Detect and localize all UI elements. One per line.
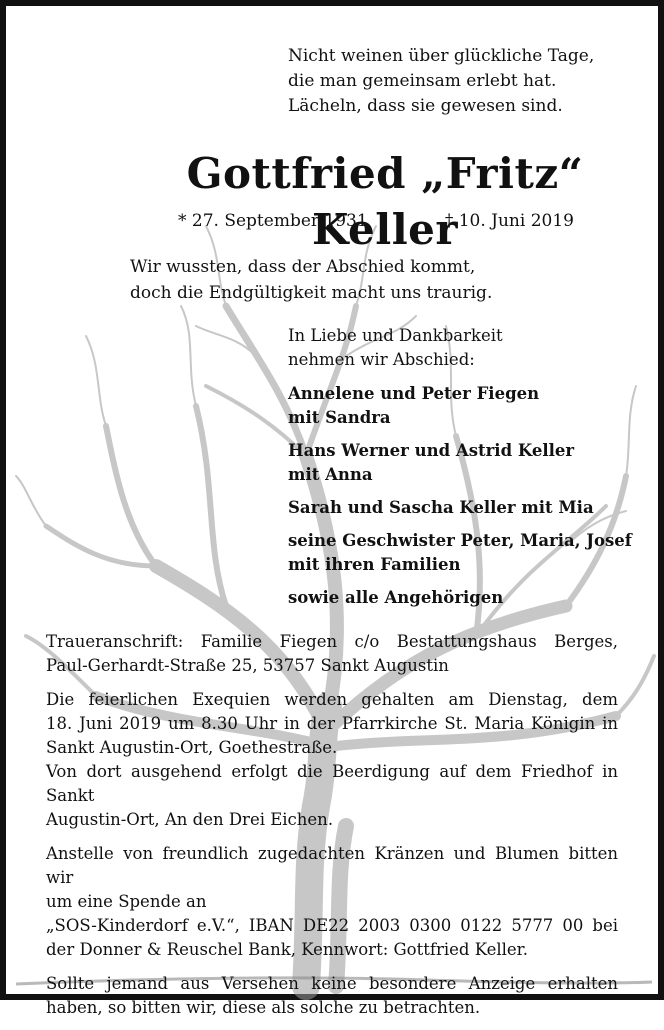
family-group — [288, 382, 632, 430]
poem-line: Lächeln, dass sie gewesen sind. — [288, 96, 563, 116]
poem-line: die man gemeinsam erlebt hat. — [288, 71, 557, 91]
family-line: Annelene und Peter Fiegen — [288, 384, 540, 403]
family-line: mit ihren Familien — [288, 555, 461, 574]
intro-line: doch die Endgültigkeit macht uns traurig. — [130, 283, 493, 303]
funeral-line: Augustin-Ort, An den Drei Eichen. — [46, 810, 334, 829]
closing-line: haben, so bitten wir, diese als solche zu betrachten. — [46, 998, 481, 1017]
closing-line: Sollte jemand aus Versehen keine besondere Anzeige erhalten — [46, 974, 618, 993]
donation-line: Anstelle von freundlich zugedachten Kränzen und Blumen bitten wir — [46, 844, 618, 887]
thanks-line: nehmen wir Abschied: — [288, 350, 475, 369]
thanks-line: In Liebe und Dankbarkeit — [288, 326, 503, 345]
funeral-line: Sankt Augustin-Ort, Goethestraße. — [46, 738, 338, 757]
address-line: Traueranschrift: Familie Fiegen c/o Bestattungshaus Berges, — [46, 632, 618, 651]
birth-date: * 27. September 1931 — [178, 211, 368, 231]
family-line: Hans Werner und Astrid Keller — [288, 441, 575, 460]
intro-line: Wir wussten, dass der Abschied kommt, — [130, 257, 476, 277]
donation-line: der Donner & Reuschel Bank, Kennwort: Gottfried Keller. — [46, 940, 529, 959]
family-group — [288, 586, 632, 610]
funeral-details — [46, 688, 618, 832]
funeral-line: Von dort ausgehend erfolgt die Beerdigung auf dem Friedhof in Sankt — [46, 762, 618, 805]
family-group — [288, 496, 632, 520]
address-line: Paul-Gerhardt-Straße 25, 53757 Sankt Augustin — [46, 656, 449, 675]
family-line: mit Sandra — [288, 408, 391, 427]
mourning-address — [46, 630, 618, 678]
donation-request — [46, 842, 618, 962]
funeral-line: 18. Juni 2019 um 8.30 Uhr in der Pfarrkirche St. Maria Königin in — [46, 714, 618, 733]
family-group — [288, 529, 632, 577]
thanks-text — [288, 324, 503, 372]
poem-line: Nicht weinen über glückliche Tage, — [288, 46, 595, 66]
family-line: mit Anna — [288, 465, 373, 484]
info-section — [46, 630, 618, 1030]
family-group — [288, 439, 632, 487]
funeral-line: Die feierlichen Exequien werden gehalten am Dienstag, dem — [46, 690, 618, 709]
family-line: Sarah und Sascha Keller mit Mia — [288, 498, 594, 517]
family-list — [288, 382, 632, 619]
death-date: † 10. Juni 2019 — [444, 211, 574, 231]
deceased-name: Gottfried „Fritz“ Keller — [186, 149, 584, 254]
poem — [288, 44, 594, 119]
family-line: seine Geschwister Peter, Maria, Josef — [288, 531, 632, 550]
closing-note — [46, 972, 618, 1020]
intro-text — [130, 254, 492, 306]
donation-line: „SOS-Kinderdorf e.V.“, IBAN DE22 2003 0300 0122 5777 00 bei — [46, 916, 618, 935]
donation-line: um eine Spende an — [46, 892, 207, 911]
family-line: sowie alle Angehörigen — [288, 588, 504, 607]
